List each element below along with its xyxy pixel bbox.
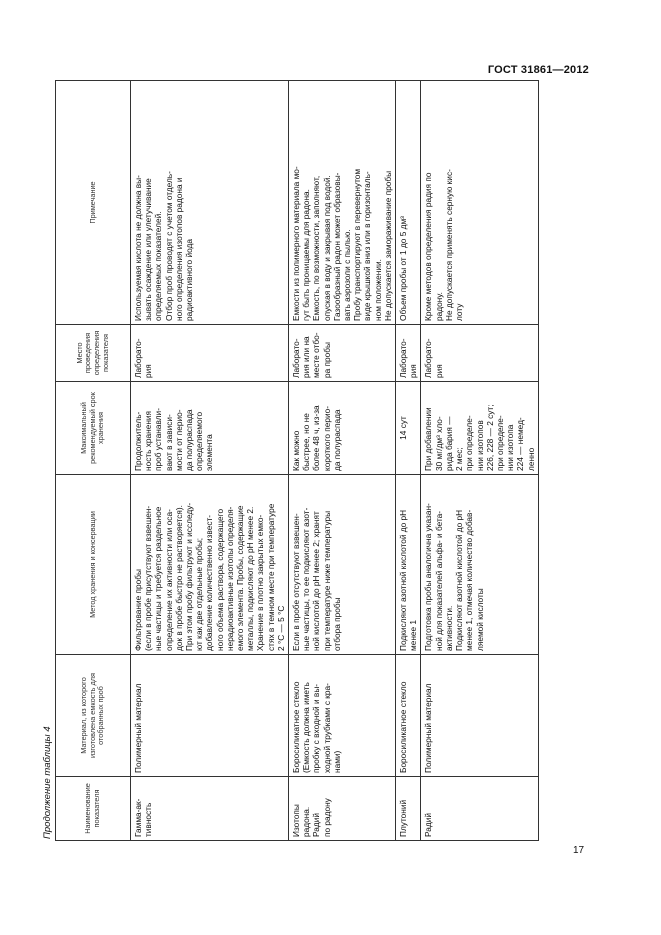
material-cell bbox=[289, 655, 396, 777]
rotated-table-area bbox=[41, 81, 621, 841]
cell-line: радона. bbox=[301, 806, 312, 837]
table-header-row bbox=[56, 81, 131, 841]
cell-line: мости от перио- bbox=[173, 409, 184, 471]
cell-line: да полураспада bbox=[331, 409, 342, 471]
table-row bbox=[421, 81, 538, 841]
indicator-cell bbox=[396, 777, 421, 841]
cell-line: Лаборато- bbox=[133, 338, 143, 378]
cell-line: определяемого bbox=[194, 411, 205, 471]
cell-line: менее 1 bbox=[408, 619, 419, 651]
cell-line: рида бария — bbox=[443, 416, 454, 471]
cell-line: при температуре ниже температуры bbox=[321, 510, 332, 651]
indicator-cell bbox=[289, 777, 396, 841]
table-row bbox=[289, 81, 396, 841]
cell-line: Пробу транспортируют в перевернутом bbox=[352, 168, 363, 321]
cell-line: Боросиликатное стекло bbox=[291, 681, 302, 773]
cell-line: Гамма-ак- bbox=[133, 798, 143, 837]
cell-line: Газообразный радон может образовы- bbox=[331, 172, 342, 321]
cell-line: определяемых показателей. bbox=[153, 211, 164, 321]
method-cell bbox=[396, 475, 421, 655]
cell-line: определение их активности или оса- bbox=[163, 509, 174, 651]
cell-line: короткого перио- bbox=[321, 405, 332, 471]
cell-line: Лаборато- bbox=[291, 338, 302, 378]
cell-line: ность хранения bbox=[143, 410, 154, 471]
cell-line: емого элемента. Пробы, содержащие bbox=[235, 505, 246, 651]
cell-line: ной кислотой до pH менее 2; хранят bbox=[311, 511, 322, 651]
cell-line: Фильтрование пробы bbox=[133, 569, 143, 651]
cell-line: Не допускается применять серную кис- bbox=[443, 169, 454, 321]
cell-line: 226, 228 — 2 сут; bbox=[484, 404, 495, 471]
cell-line: нерадиоактивные изотопы определя- bbox=[224, 506, 235, 651]
cell-line: При этом пробу фильтруют и исследу- bbox=[184, 502, 195, 651]
cell-line: 2 °С — 5 °С bbox=[275, 605, 286, 651]
indicator-cell bbox=[131, 777, 289, 841]
storage-cell bbox=[421, 382, 538, 475]
cell-line: ные частицы, то ее подкисляют азот- bbox=[301, 507, 312, 651]
cell-line: рия bbox=[433, 364, 444, 378]
cell-line: лоту bbox=[454, 303, 465, 321]
storage-cell bbox=[289, 382, 396, 475]
cell-line: док в пробе быстро не растворяется). bbox=[173, 505, 184, 651]
column-header: Наименование показателя bbox=[56, 777, 131, 841]
cell-line: Лаборато- bbox=[423, 338, 434, 378]
cell-line: по радону bbox=[321, 798, 332, 837]
place-cell bbox=[396, 325, 421, 382]
cell-line: нии изотопа bbox=[505, 424, 516, 471]
cell-line: менее 1, отмечая количество добав- bbox=[464, 509, 475, 651]
cell-line: проб устанавли- bbox=[153, 408, 164, 471]
column-header: Место проведения определения показателя bbox=[56, 325, 131, 382]
cell-line: ют как две отдельные пробы; bbox=[194, 537, 205, 651]
table-row bbox=[396, 81, 421, 841]
cell-line: ленно bbox=[525, 447, 536, 471]
cell-line: рия или на bbox=[301, 336, 312, 378]
table-row bbox=[131, 81, 289, 841]
column-header: Примечание bbox=[56, 81, 131, 325]
place-cell bbox=[131, 325, 289, 382]
cell-line: Продолжитель- bbox=[133, 411, 143, 471]
cell-line: Хранение в плотно закрытых емко- bbox=[255, 514, 266, 651]
cell-line: Отбор проб проводят с учетом отдель- bbox=[163, 171, 174, 321]
storage-cell bbox=[396, 382, 421, 475]
cell-line: 30 мг/дм³ хло- bbox=[433, 416, 444, 471]
cell-line: элемента bbox=[204, 434, 215, 471]
cell-line: ной для показателей альфа- и бета- bbox=[433, 510, 444, 651]
cell-line: Полимерный материал bbox=[423, 683, 434, 773]
cell-line: ные частицы и требуется раздельное bbox=[153, 506, 164, 651]
cell-line: месте отбо- bbox=[311, 332, 322, 378]
cell-line: ного определения изотопов радона и bbox=[173, 177, 184, 321]
cell-line: да полураспада bbox=[184, 409, 195, 471]
page-number: 17 bbox=[573, 845, 585, 856]
cell-line: Подкисляют азотной кислотой до pH bbox=[398, 509, 409, 651]
data-table bbox=[55, 80, 539, 841]
cell-line: 2 мес; bbox=[454, 447, 465, 471]
cell-line: При добавлении bbox=[423, 407, 434, 471]
column-header: Максимальный рекомендуемый срок хранения bbox=[56, 382, 131, 475]
method-cell bbox=[131, 475, 289, 655]
storage-cell bbox=[131, 382, 289, 475]
cell-line: Боросиликатное стекло bbox=[398, 681, 409, 773]
method-cell bbox=[421, 475, 538, 655]
cell-line: Емкости из полимерного материала мо- bbox=[291, 166, 302, 321]
cell-line: при определе- bbox=[464, 415, 475, 471]
cell-line: рия bbox=[408, 364, 419, 378]
cell-line: добавление количественно извест- bbox=[204, 514, 215, 651]
cell-line: металлы, подкисляют до pH менее 2. bbox=[245, 506, 256, 651]
material-cell bbox=[131, 655, 289, 777]
cell-line: радиоактивного йода bbox=[184, 239, 195, 321]
cell-line: нии изотопов bbox=[474, 420, 485, 471]
cell-line: радону. bbox=[433, 292, 444, 321]
cell-line: быстрее, но не bbox=[301, 413, 312, 471]
cell-line: пробку с входной и вы- bbox=[311, 683, 322, 773]
cell-line: (если в пробе присутствуют взвешен- bbox=[143, 505, 154, 651]
cell-line: Радий bbox=[311, 813, 322, 837]
cell-line: зывать осаждение или улетучивание bbox=[143, 178, 154, 321]
cell-line: (Емкость должна иметь bbox=[301, 682, 312, 773]
cell-line: Не допускается замораживание пробы bbox=[382, 170, 393, 321]
cell-line: гут быть проницаемы для радона. bbox=[301, 189, 312, 321]
material-cell bbox=[396, 655, 421, 777]
column-header: Материал, из которого изготовлена емкость для отобранных проб bbox=[56, 655, 131, 777]
cell-line: Лаборато- bbox=[398, 338, 409, 378]
cell-line: ляемой кислоты bbox=[474, 588, 485, 651]
cell-line: Если в пробе отсутствуют взвешен- bbox=[291, 513, 302, 651]
cell-line: ходной трубками с кра- bbox=[321, 683, 332, 773]
cell-line: Плутоний bbox=[398, 799, 409, 837]
cell-line: Кроме методов определения радия по bbox=[423, 172, 434, 321]
indicator-cell bbox=[421, 777, 538, 841]
cell-line: Используемая кислота не должна вы- bbox=[133, 175, 143, 321]
cell-line: ного объема раствора, содержащего bbox=[214, 508, 225, 651]
cell-line: 224 — немед- bbox=[515, 417, 526, 471]
table-continuation-caption: Продолжение таблицы 4 bbox=[42, 726, 53, 839]
cell-line: рия bbox=[143, 364, 154, 378]
note-cell bbox=[421, 81, 538, 325]
method-cell bbox=[289, 475, 396, 655]
material-cell bbox=[421, 655, 538, 777]
place-cell bbox=[421, 325, 538, 382]
cell-line: Подготовка пробы аналогична указан- bbox=[423, 503, 434, 651]
cell-line: вать аэрозоли с пылью. bbox=[342, 229, 353, 321]
cell-line: нами) bbox=[331, 750, 342, 773]
cell-line: Подкисляют азотной кислотой до pH bbox=[454, 509, 465, 651]
cell-line: опуская в воду и закрывая под водой. bbox=[321, 175, 332, 321]
cell-line: вают в зависи- bbox=[163, 414, 174, 471]
rotated-content bbox=[41, 81, 621, 841]
place-cell bbox=[289, 325, 396, 382]
cell-line: стях в темном месте при температуре bbox=[265, 503, 276, 651]
cell-line: виде крышкой вниз или в горизонталь- bbox=[362, 171, 373, 321]
note-cell bbox=[131, 81, 289, 325]
cell-line: Емкость, по возможности, заполняют, bbox=[311, 175, 322, 321]
cell-line: Полимерный материал bbox=[133, 683, 143, 773]
standard-header: ГОСТ 31861—2012 bbox=[487, 64, 589, 76]
cell-line: при определе- bbox=[494, 415, 505, 471]
note-cell bbox=[289, 81, 396, 325]
cell-line: Радий bbox=[423, 813, 434, 837]
cell-line: тивность bbox=[143, 802, 154, 837]
cell-line: Изотопы bbox=[291, 804, 302, 837]
cell-line: 14 сут bbox=[398, 416, 409, 440]
cell-line: Как можно bbox=[291, 430, 302, 471]
cell-line: более 48 ч, из-за bbox=[311, 405, 322, 471]
cell-line: ра пробы bbox=[321, 342, 332, 378]
note-cell bbox=[396, 81, 421, 325]
cell-line: Объем пробы от 1 до 5 дм³ bbox=[398, 216, 409, 321]
column-header: Метод хранения и консервации bbox=[56, 475, 131, 655]
cell-line: ном положении. bbox=[372, 259, 383, 321]
cell-line: отбора пробы bbox=[331, 597, 342, 651]
cell-line: активности. bbox=[443, 605, 454, 651]
